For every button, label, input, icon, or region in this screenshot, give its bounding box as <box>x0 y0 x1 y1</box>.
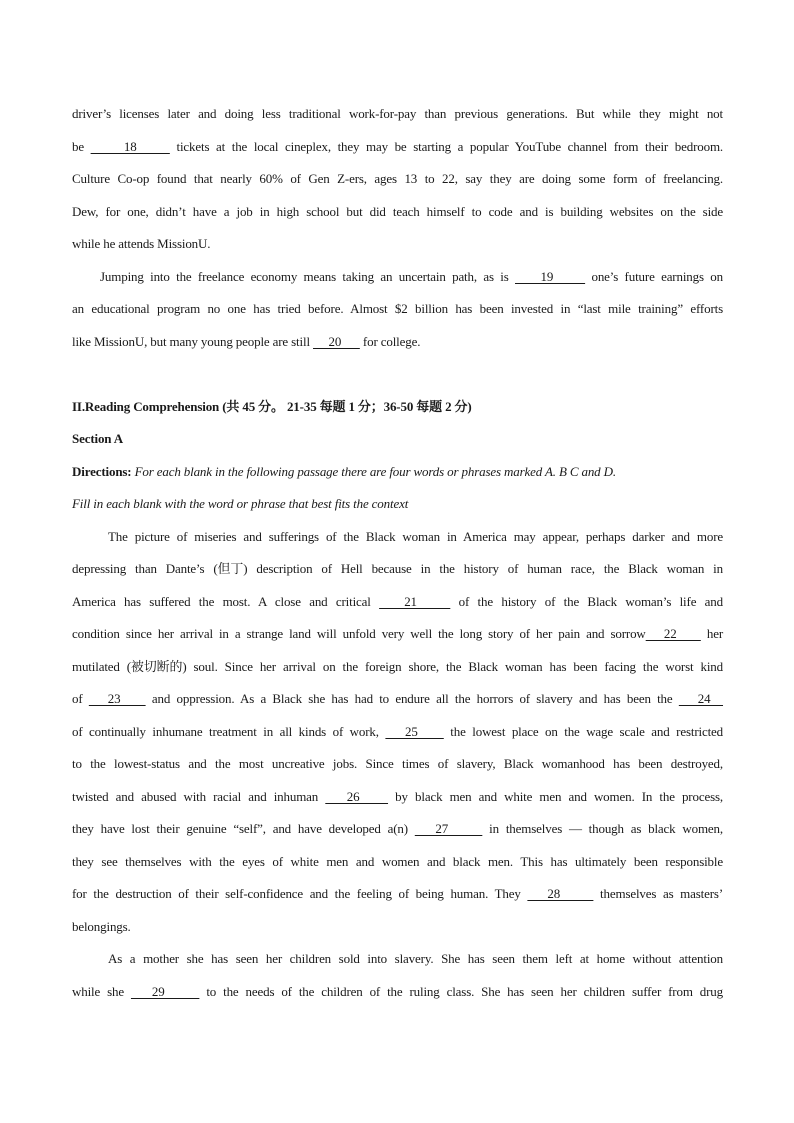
text-line <box>72 98 723 131</box>
text-line <box>72 976 723 1009</box>
text-segment: they have lost their genuine “self”, and have developed a(n) <box>72 821 415 836</box>
text-line <box>72 228 723 261</box>
text-line <box>72 716 723 749</box>
text-segment: in themselves — though as black women, <box>482 821 723 836</box>
text-line <box>72 326 723 359</box>
text-line <box>72 651 723 684</box>
answer-blank: 24 <box>678 691 724 706</box>
section-subheading: Section A <box>72 431 124 446</box>
directions-line-1 <box>72 456 723 489</box>
text-segment: America has suffered the most. A close and critical <box>72 593 380 609</box>
directions-line-2: Fill in each blank with the word or phrase that best fits the context <box>72 496 409 511</box>
text-line <box>72 163 723 196</box>
answer-blank: 28 <box>527 886 594 901</box>
text-segment: an educational program no one has tried before. Almost $2 billion has been invested in “last mile training” efforts <box>72 301 723 316</box>
answer-blank: 26 <box>325 788 389 804</box>
text-segment: to the needs of the children of the ruling class. She has seen her children suffer from drug <box>199 983 723 999</box>
text-segment: Culture Co-op found that nearly 60% of Gen Z-ers, ages 13 to 22, say they are doing some form of freelancing. <box>72 171 723 186</box>
text-segment: The picture of miseries and sufferings of the Black woman in America may appear, perhaps darker and more <box>108 528 723 544</box>
text-segment: themselves as masters’ <box>593 886 724 901</box>
text-segment: mutilated (被切断的) soul. Since her arrival on the foreign shore, the Black woman has been facing the worst kind <box>72 658 723 674</box>
text-segment: to the lowest-status and the most uncreative jobs. Since times of slavery, Black womanhood has been destroyed, <box>72 756 723 771</box>
text-segment: by black men and white men and women. In the process, <box>388 788 723 804</box>
text-segment: As a mother she has seen her children sold into slavery. She has seen them left at home without attention <box>108 951 723 966</box>
text-line <box>72 943 723 976</box>
text-line <box>72 748 723 781</box>
directions-label: Directions: <box>72 463 132 479</box>
text-segment: while he attends MissionU. <box>72 236 211 251</box>
text-segment: her <box>700 626 724 641</box>
text-line <box>72 293 723 326</box>
answer-blank: 20 <box>313 333 360 349</box>
text-segment: be <box>72 138 91 154</box>
answer-blank: 19 <box>515 268 586 284</box>
text-line <box>72 781 723 814</box>
answer-blank: 25 <box>385 723 444 739</box>
text-segment: depressing than Dante’s (但丁) description of Hell because in the history of human race, the Black woman in <box>72 561 723 576</box>
section-heading: II.Reading Comprehension (共 45 分。 21-35 每题 1 分；36-50 每题 2 分) <box>72 398 472 414</box>
document-page <box>72 98 723 1008</box>
text-segment: tickets at the local cineplex, they may be starting a popular YouTube channel from their bedroom. <box>169 138 724 154</box>
text-segment: of the history of the Black woman’s life and <box>450 593 723 609</box>
text-segment: condition since her arrival in a strange land will unfold very well the long story of her pain and sorrow <box>72 626 646 641</box>
text-segment: of <box>72 691 89 706</box>
answer-blank: 27 <box>414 821 483 836</box>
text-segment: and oppression. As a Black she has had to endure all the horrors of slavery and has been the <box>145 691 679 706</box>
text-segment: Dew, for one, didn’t have a job in high school but did teach himself to code and is building websites on the side <box>72 203 723 219</box>
text-line <box>72 846 723 879</box>
answer-blank: 29 <box>130 983 200 999</box>
text-segment: driver’s licenses later and doing less traditional work-for-pay than previous generations. But while they might not <box>72 106 723 121</box>
text-segment: while she <box>72 983 131 999</box>
answer-blank: 18 <box>90 138 170 154</box>
answer-blank: 23 <box>88 691 146 706</box>
text-line <box>72 813 723 846</box>
answer-blank: 22 <box>645 626 701 641</box>
spacer <box>72 358 723 391</box>
text-segment: of continually inhumane treatment in all kinds of work, <box>72 723 386 739</box>
passage-part1-paragraph2 <box>72 261 723 359</box>
text-segment: they see themselves with the eyes of white men and women and black men. This has ultimately been responsible <box>72 853 723 869</box>
text-line <box>72 878 723 911</box>
text-segment: Jumping into the freelance economy means taking an uncertain path, as is <box>100 268 516 284</box>
text-segment: the lowest place on the wage scale and restricted <box>443 723 724 739</box>
directions-text-1: For each blank in the following passage there are four words or phrases marked A. B C and D. <box>131 463 616 479</box>
text-segment: like MissionU, but many young people are still <box>72 333 314 349</box>
answer-blank: 21 <box>379 593 451 609</box>
text-line <box>72 586 723 619</box>
passage-part2-paragraph2 <box>72 943 723 1008</box>
text-line <box>72 521 723 554</box>
text-line <box>72 683 723 716</box>
text-line <box>72 618 723 651</box>
passage-part1 <box>72 98 723 261</box>
text-segment: twisted and abused with racial and inhuman <box>72 788 326 804</box>
text-line <box>72 553 723 586</box>
text-segment: one’s future earnings on <box>585 268 723 284</box>
passage-part2 <box>72 521 723 944</box>
text-segment: belongings. <box>72 918 131 934</box>
text-line <box>72 131 723 164</box>
text-line <box>72 911 723 944</box>
text-segment: for the destruction of their self-confidence and the feeling of being human. They <box>72 886 528 901</box>
text-line <box>72 261 723 294</box>
text-line <box>72 196 723 229</box>
text-segment: for college. <box>359 333 421 349</box>
